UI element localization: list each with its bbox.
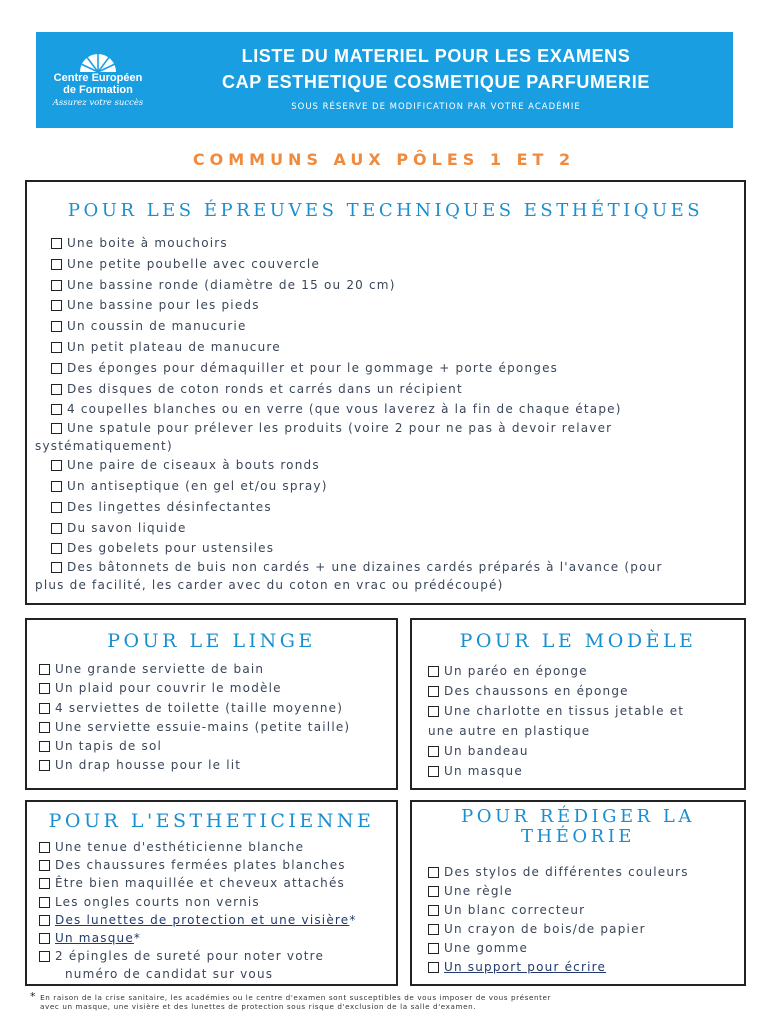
checkbox[interactable]	[51, 321, 62, 332]
list-item[interactable]: Une spatule pour prélever les produits (voire 2 pour ne pas à devoir relaver	[51, 420, 663, 437]
list-item[interactable]: Un bandeau	[428, 741, 684, 761]
list-item[interactable]: Des bâtonnets de buis non cardés + une dizaines cardés préparés à l'avance (pour	[51, 559, 663, 576]
checkbox[interactable]	[51, 342, 62, 353]
checkbox[interactable]	[51, 460, 62, 471]
checkbox[interactable]	[39, 760, 50, 771]
checkbox[interactable]	[51, 543, 62, 554]
page-title-line1: LISTE DU MATERIEL POUR LES EXAMENS	[241, 46, 631, 66]
checkbox[interactable]	[428, 924, 439, 935]
estheticienne-section	[25, 800, 398, 986]
checkbox[interactable]	[51, 384, 62, 395]
list-item[interactable]: Des éponges pour démaquiller et pour le gommage + porte éponges	[51, 358, 663, 379]
commons-heading: COMMUNS AUX PÔLES 1 ET 2	[192, 150, 576, 169]
list-item[interactable]: Un paréo en éponge	[428, 661, 684, 681]
checkbox[interactable]	[51, 502, 62, 513]
checkbox[interactable]	[428, 706, 439, 717]
checkbox[interactable]	[39, 897, 50, 908]
list-item[interactable]: Une bassine pour les pieds	[51, 295, 663, 316]
checkbox[interactable]	[428, 867, 439, 878]
checkbox[interactable]	[51, 562, 62, 573]
list-item[interactable]: Un plaid pour couvrir le modèle	[39, 679, 350, 698]
techniques-list	[35, 233, 663, 594]
checkbox[interactable]	[39, 741, 50, 752]
list-item[interactable]: Des chaussons en éponge	[428, 681, 684, 701]
checkbox[interactable]	[39, 951, 50, 962]
page-title-line2: CAP ESTHETIQUE COSMETIQUE PARFUMERIE	[222, 72, 650, 92]
checkbox[interactable]	[39, 703, 50, 714]
list-item[interactable]: Être bien maquillée et cheveux attachés	[39, 874, 357, 892]
list-item[interactable]: Une règle	[428, 882, 689, 901]
checkbox[interactable]	[428, 746, 439, 757]
list-item[interactable]: Un antiseptique (en gel et/ou spray)	[51, 476, 663, 497]
list-item-continuation: systématiquement)	[35, 439, 173, 454]
list-item[interactable]: Un petit plateau de manucure	[51, 337, 663, 358]
checkbox[interactable]	[51, 300, 62, 311]
checkbox[interactable]	[428, 962, 439, 973]
checkbox[interactable]	[39, 664, 50, 675]
modele-section	[410, 618, 746, 790]
checkbox[interactable]	[39, 842, 50, 853]
techniques-title: POUR LES ÉPREUVES TECHNIQUES ESTHÉTIQUES	[67, 200, 704, 221]
list-item[interactable]: Un masque*	[39, 929, 357, 947]
checkbox[interactable]	[51, 481, 62, 492]
list-item[interactable]: Des lunettes de protection et une visière*	[39, 911, 357, 929]
page-subtitle: SOUS RÉSERVE DE MODIFICATION PAR VOTRE ACADÉMIE	[291, 102, 581, 112]
list-item-continuation: numéro de candidat sur vous	[65, 967, 274, 982]
checkbox[interactable]	[51, 404, 62, 415]
footnote: * En raison de la crise sanitaire, les académies ou le centre d'examen sont susceptibles de vous imposer de vous présenter avec un masque, une visière et des lunettes de protection sous risque d'exclusion de la salle d'examen.	[30, 990, 552, 1011]
list-item[interactable]: Un drap housse pour le lit	[39, 756, 350, 775]
checkbox[interactable]	[39, 722, 50, 733]
theorie-title-line2: THÉORIE	[521, 826, 635, 847]
checkbox[interactable]	[39, 933, 50, 944]
theorie-section	[410, 800, 746, 986]
modele-list	[428, 661, 684, 781]
checkbox[interactable]	[428, 766, 439, 777]
checkbox[interactable]	[428, 686, 439, 697]
list-item[interactable]: Des lingettes désinfectantes	[51, 497, 663, 518]
list-item[interactable]: Les ongles courts non vernis	[39, 893, 357, 911]
list-item[interactable]: Des chaussures fermées plates blanches	[39, 856, 357, 874]
list-item[interactable]: 4 coupelles blanches ou en verre (que vous laverez à la fin de chaque étape)	[51, 399, 663, 420]
checkbox[interactable]	[51, 238, 62, 249]
list-item[interactable]: 4 serviettes de toilette (taille moyenne)	[39, 699, 350, 718]
list-item[interactable]: Une bassine ronde (diamètre de 15 ou 20 cm)	[51, 275, 663, 296]
list-item-continuation: une autre en plastique	[428, 724, 591, 738]
modele-title: POUR LE MODÈLE	[459, 630, 697, 652]
checkbox[interactable]	[428, 905, 439, 916]
list-item[interactable]: Une grande serviette de bain	[39, 660, 350, 679]
checkbox[interactable]	[51, 363, 62, 374]
logo-tagline: Assurez votre succès	[52, 98, 144, 108]
linge-section	[25, 618, 398, 790]
list-item[interactable]: Une petite poubelle avec couvercle	[51, 254, 663, 275]
header-banner	[36, 32, 733, 128]
list-item[interactable]: Un crayon de bois/de papier	[428, 920, 689, 939]
linge-title: POUR LE LINGE	[107, 630, 316, 652]
checkbox[interactable]	[51, 259, 62, 270]
list-item[interactable]: Un coussin de manucurie	[51, 316, 663, 337]
list-item[interactable]: Une tenue d'esthéticienne blanche	[39, 838, 357, 856]
list-item[interactable]: Une gomme	[428, 939, 689, 958]
list-item[interactable]: Un support pour écrire	[428, 958, 689, 977]
theorie-list	[428, 863, 689, 977]
linge-list	[39, 660, 350, 776]
list-item[interactable]: Des stylos de différentes couleurs	[428, 863, 689, 882]
estheticienne-title: POUR L'ESTHETICIENNE	[48, 810, 375, 832]
checkbox[interactable]	[428, 943, 439, 954]
checkbox[interactable]	[428, 666, 439, 677]
techniques-section	[25, 180, 746, 605]
checkbox[interactable]	[51, 523, 62, 534]
checkbox[interactable]	[51, 280, 62, 291]
checkbox[interactable]	[39, 683, 50, 694]
theorie-title-line1: POUR RÉDIGER LA	[461, 806, 695, 827]
list-item[interactable]: Du savon liquide	[51, 518, 663, 539]
checkbox[interactable]	[39, 915, 50, 926]
list-item[interactable]: Une paire de ciseaux à bouts ronds	[51, 455, 663, 476]
list-item-continuation: plus de facilité, les carder avec du coton en vrac ou prédécoupé)	[35, 578, 504, 593]
logo	[50, 46, 146, 116]
checkbox[interactable]	[39, 878, 50, 889]
list-item[interactable]: Une serviette essuie-mains (petite taille)	[39, 718, 350, 737]
checkbox[interactable]	[51, 423, 62, 434]
list-item[interactable]: 2 épingles de sureté pour noter votre	[39, 947, 357, 965]
checkbox[interactable]	[428, 886, 439, 897]
list-item[interactable]: Une boite à mouchoirs	[51, 233, 663, 254]
list-item[interactable]: Des gobelets pour ustensiles	[51, 538, 663, 559]
checkbox[interactable]	[39, 860, 50, 871]
list-item[interactable]: Un blanc correcteur	[428, 901, 689, 920]
estheticienne-list	[39, 838, 357, 984]
list-item[interactable]: Une charlotte en tissus jetable et	[428, 701, 684, 721]
logo-name: Centre Européen de Formation	[53, 72, 143, 96]
list-item[interactable]: Des disques de coton ronds et carrés dans un récipient	[51, 379, 663, 400]
list-item[interactable]: Un masque	[428, 761, 684, 781]
list-item[interactable]: Un tapis de sol	[39, 737, 350, 756]
sun-logo-icon	[76, 50, 120, 72]
